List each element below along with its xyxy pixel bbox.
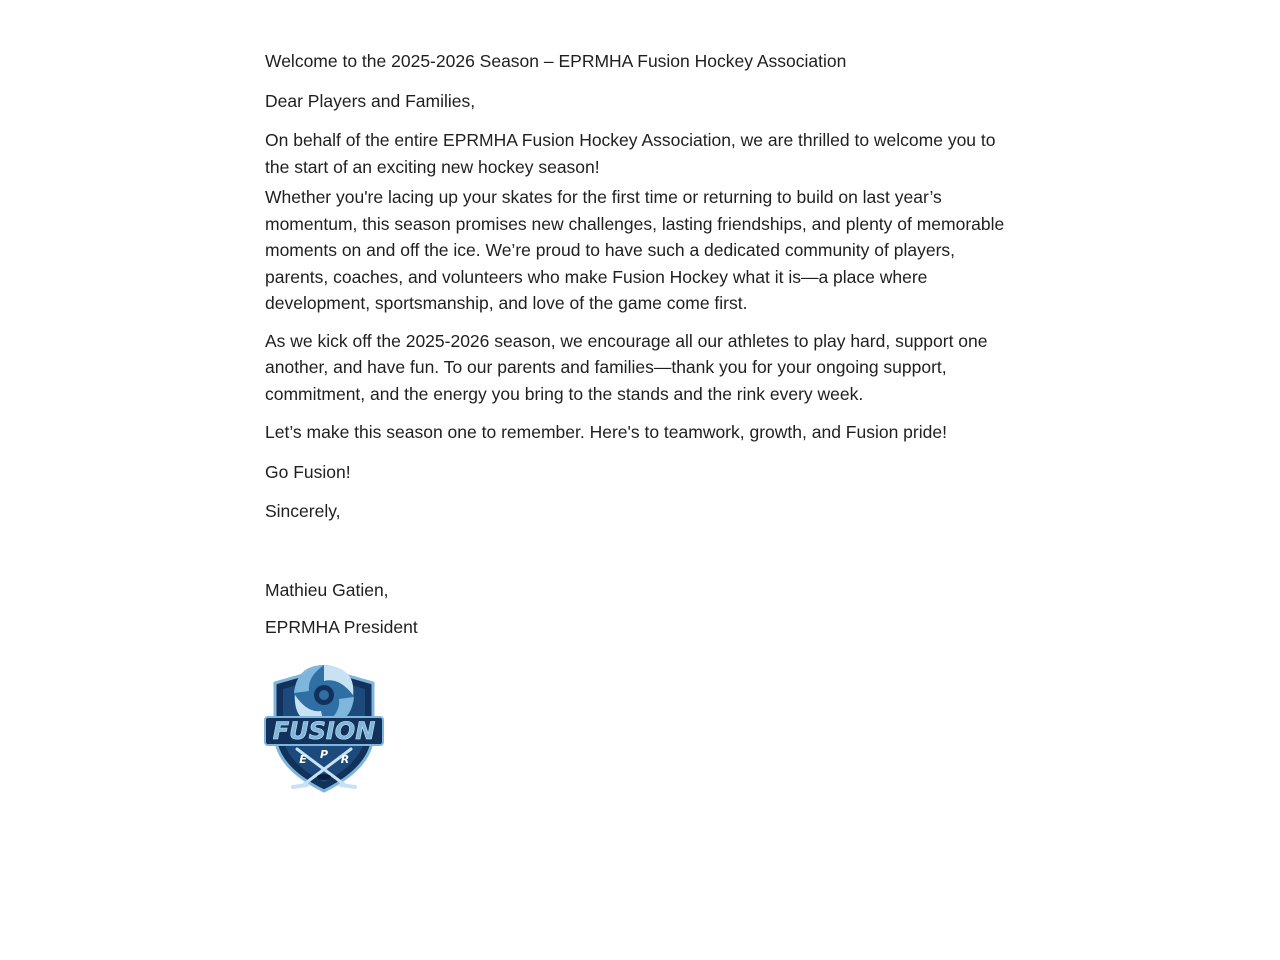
letter bbox=[265, 48, 1010, 793]
logo-letter-r: R bbox=[340, 752, 350, 766]
signer-role: EPRMHA President bbox=[265, 617, 418, 637]
fusion-logo-icon bbox=[261, 655, 387, 793]
go-fusion-line: Go Fusion! bbox=[265, 461, 351, 482]
body-paragraph-2: As we kick off the 2025-2026 season, we encourage all our athletes to play hard, support one another, and have fun. To our parents and families—thank you for your ongoing support, commitment, and the energy you bring to the stands and the rink every week. bbox=[265, 330, 988, 404]
intro-paragraph: On behalf of the entire EPRMHA Fusion Hockey Association, we are thrilled to welcome you to the start of an exciting new hockey season! bbox=[265, 130, 996, 177]
greeting: Dear Players and Families, bbox=[265, 90, 476, 111]
logo-wordmark: FUSION bbox=[272, 716, 376, 745]
body-paragraph-1: Whether you're lacing up your skates for the first time or returning to build on last year’s momentum, this season promises new challenges, lasting friendships, and plenty of memorable moments on and off the ice. We’re proud to have such a dedicated community of players, parents, coaches, and volunteers who make Fusion Hockey what it is—a place where development, sportsmanship, and love of the game come first. bbox=[265, 187, 1005, 313]
closing-paragraph: Let’s make this season one to remember. Here's to teamwork, growth, and Fusion pride! bbox=[265, 422, 947, 442]
logo-letter-p: P bbox=[319, 747, 329, 761]
signer-name: Mathieu Gatien, bbox=[265, 579, 389, 600]
letter-title: Welcome to the 2025-2026 Season – EPRMHA Fusion Hockey Association bbox=[265, 51, 847, 71]
sign-off: Sincerely, bbox=[265, 501, 341, 521]
fusion-logo bbox=[261, 655, 387, 793]
logo-letter-e: E bbox=[299, 752, 307, 766]
